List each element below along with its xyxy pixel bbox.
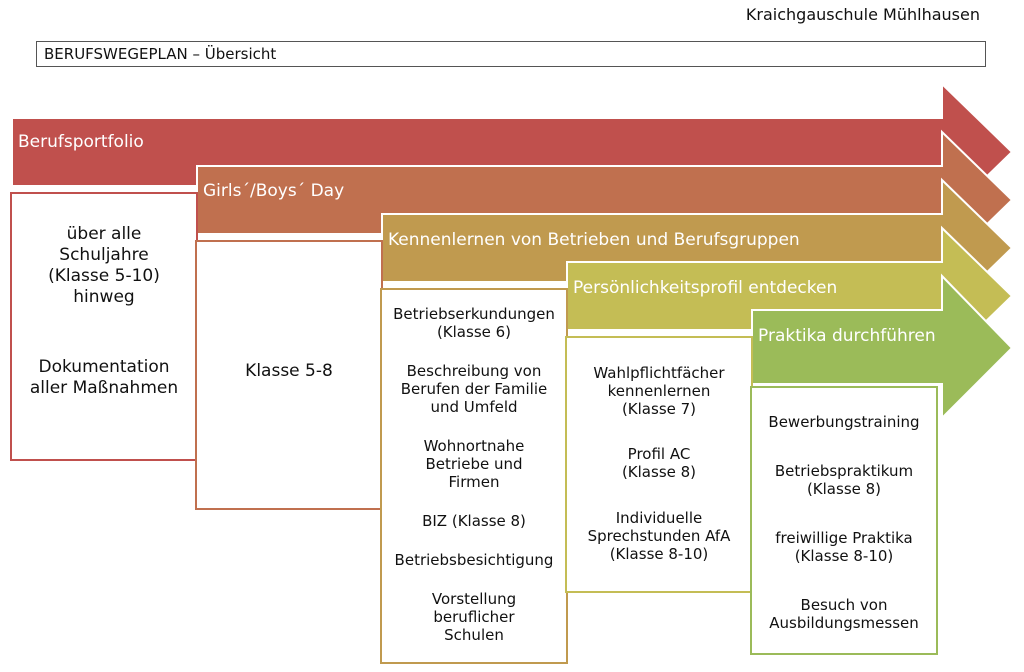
list-item: Betriebserkundungen (Klasse 6) (393, 304, 555, 341)
list-item: Besuch von Ausbildungsmessen (769, 595, 919, 632)
list-item: Bewerbungstraining (768, 413, 920, 432)
stage-label-girls-boys-day: Girls´/Boys´ Day (203, 181, 345, 201)
list-item: Wohnortnahe Betriebe und Firmen (423, 436, 525, 491)
stage-label-persoenlichkeitsprofil: Persönlichkeitsprofil entdecken (573, 278, 838, 298)
list-item: BIZ (Klasse 8) (422, 511, 526, 530)
stage-box-kennenlernen (380, 288, 568, 664)
list-item: Wahlpflichtfächer kennenlernen (Klasse 7) (593, 363, 725, 418)
list-item: Betriebsbesichtigung (394, 550, 554, 569)
stage-box-persoenlichkeitsprofil (565, 336, 753, 593)
list-item: freiwillige Praktika (Klasse 8-10) (775, 528, 913, 565)
stage-label-berufsportfolio: Berufsportfolio (18, 132, 144, 152)
list-item: Beschreibung von Berufen der Familie und Umfeld (400, 361, 548, 416)
stage-box-girls-boys-day (195, 240, 383, 510)
stage-label-kennenlernen: Kennenlernen von Betrieben und Berufsgruppen (388, 230, 800, 250)
school-name: Kraichgauschule Mühlhausen (745, 5, 980, 24)
stage-label-praktika: Praktika durchführen (758, 326, 936, 346)
list-item: Profil AC (Klasse 8) (621, 445, 697, 482)
page-title: BERUFSWEGEPLAN – Übersicht (36, 41, 986, 67)
list-item: Vorstellung beruflicher Schulen (431, 589, 517, 644)
list-item: Dokumentation aller Maßnahmen (29, 357, 179, 398)
stage-box-praktika (750, 386, 938, 655)
list-item: Klasse 5-8 (245, 361, 333, 381)
list-item: Betriebspraktikum (Klasse 8) (774, 462, 914, 499)
stage-box-berufsportfolio (10, 192, 198, 461)
list-item: über alle Schuljahre (Klasse 5-10) hinweg (48, 224, 160, 307)
list-item: Individuelle Sprechstunden AfA (Klasse 8-10) (587, 509, 731, 564)
